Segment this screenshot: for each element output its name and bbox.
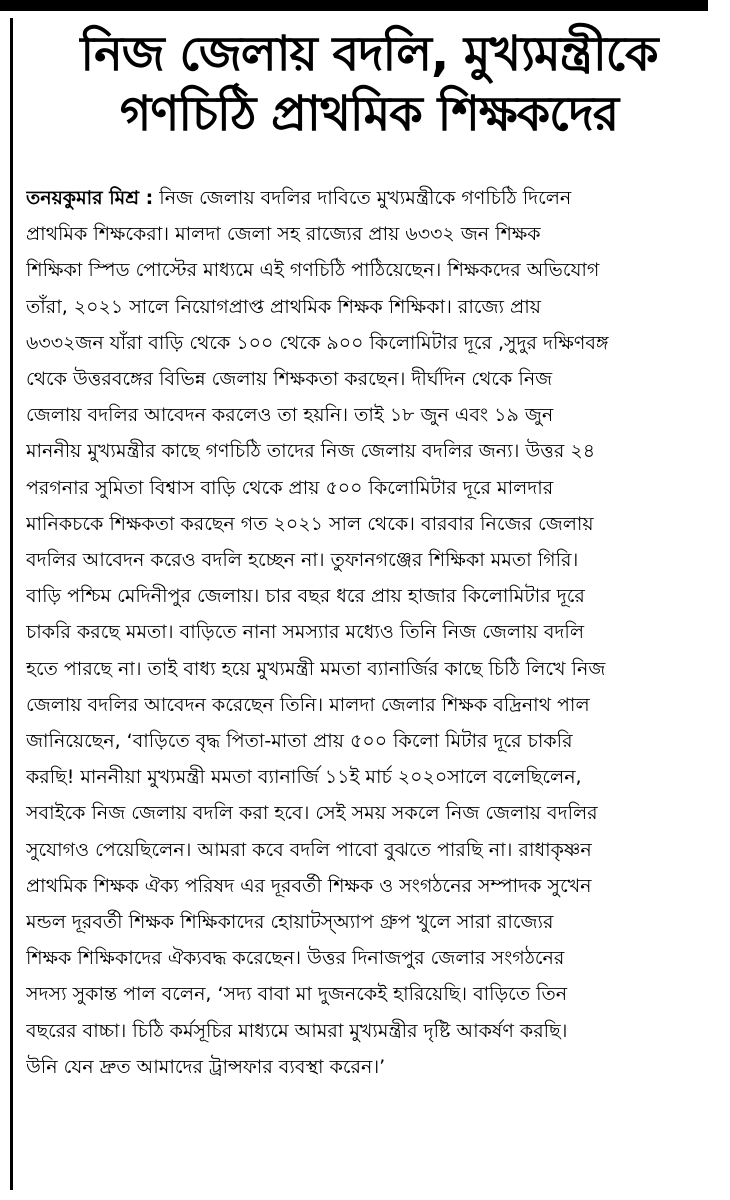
article-line: থেকে উত্তরবঙ্গের বিভিন্ন জেলায় শিক্ষকতা করছেন। দীর্ঘদিন থেকে নিজ bbox=[26, 368, 553, 391]
article-line bbox=[26, 180, 718, 216]
headline-line-1: নিজ জেলায় বদলি, মুখ্যমন্ত্রীকে bbox=[80, 26, 658, 82]
article-line: বদলির আবেদন করেও বদলি হচ্ছেন না। তুফানগঞ্জের শিক্ষিকা মমতা গিরি। bbox=[26, 549, 579, 572]
byline: তনয়কুমার মিশ্র : bbox=[26, 187, 154, 209]
article-line: হতে পারছে না। তাই বাধ্য হয়ে মুখ্যমন্ত্রী মমতা ব্যানার্জির কাছে চিঠি লিখে নিজ bbox=[26, 657, 606, 680]
article-line: শিক্ষিকা স্পিড পোস্টের মাধ্যমে এই গণচিঠি পাঠিয়েছেন। শিক্ষকদের অভিযোগ bbox=[26, 259, 600, 282]
article-line: চাকরি করছে মমতা। বাড়িতে নানা সমস্যার মধ্যেও তিনি নিজ জেলায় বদলি bbox=[26, 621, 584, 644]
article-line: বছরের বাচ্চা। চিঠি কর্মসূচির মাধ্যমে আমরা মুখ্যমন্ত্রীর দৃষ্টি আকর্ষণ করছি। bbox=[26, 1019, 568, 1042]
article-line: বাড়ি পশ্চিম মেদিনীপুর জেলায়। চার বছর ধরে প্রায় হাজার কিলোমিটার দূরে bbox=[26, 585, 585, 608]
article-line: সুযোগও পেয়েছিলেন। আমরা কবে বদলি পাবো বুঝতে পারছি না। রাধাকৃষ্ণন bbox=[26, 838, 592, 861]
article-line-text: নিজ জেলায় বদলির দাবিতে মুখ্যমন্ত্রীকে গণচিঠি দিলেন bbox=[153, 187, 572, 209]
article-line: পরগনার সুমিতা বিশ্বাস বাড়ি থেকে প্রায় ৫০০ কিলোমিটার দূরে মালদার bbox=[26, 476, 554, 499]
article-line: তাঁরা, ২০২১ সালে নিয়োগপ্রাপ্ত প্রাথমিক শিক্ষক শিক্ষিকা। রাজ্যে প্রায় bbox=[26, 295, 541, 318]
article-line: প্রাথমিক শিক্ষকেরা। মালদা জেলা সহ রাজ্যের প্রায় ৬৩৩২ জন শিক্ষক bbox=[26, 223, 541, 246]
article-line: উনি যেন দ্রুত আমাদের ট্রান্সফার ব্যবস্থা করেন।’ bbox=[26, 1055, 386, 1078]
article-line: করছি! মাননীয়া মুখ্যমন্ত্রী মমতা ব্যানার্জি ১১ই মার্চ ২০২০সালে বলেছিলেন, bbox=[26, 766, 582, 789]
article-line: জেলায় বদলির আবেদন করেছেন তিনি। মালদা জেলার শিক্ষক বদ্রিনাথ পাল bbox=[26, 693, 590, 716]
article-line: জেলায় বদলির আবেদন করলেও তা হয়নি। তাই ১৮ জুন এবং ১৯ জুন bbox=[26, 404, 554, 427]
article-line: শিক্ষক শিক্ষিকাদের ঐক্যবদ্ধ করেছেন। উত্তর দিনাজপুর জেলার সংগঠনের bbox=[26, 947, 565, 970]
article-body bbox=[26, 180, 718, 1085]
article-line: মন্ডল দূরবর্তী শিক্ষক শিক্ষিকাদের হোয়াটস্অ্যাপ গ্রুপ খুলে সারা রাজ্যের bbox=[26, 911, 554, 934]
article-line: জানিয়েছেন, ‘বাড়িতে বৃদ্ধ পিতা-মাতা প্রায় ৫০০ কিলো মিটার দূরে চাকরি bbox=[26, 730, 573, 753]
article-line: ৬৩৩২জন যাঁরা বাড়ি থেকে ১০০ থেকে ৯০০ কিলোমিটার দূরে ,সুদুর দক্ষিণবঙ্গ bbox=[26, 331, 609, 354]
headline bbox=[14, 24, 724, 144]
top-border-rule bbox=[0, 0, 708, 11]
article-line: প্রাথমিক শিক্ষক ঐক্য পরিষদ এর দূরবর্তী শিক্ষক ও সংগঠনের সম্পাদক সুখেন bbox=[26, 874, 592, 897]
article-line: মাননীয় মুখ্যমন্ত্রীর কাছে গণচিঠি তাদের নিজ জেলায় বদলির জন্য। উত্তর ২৪ bbox=[26, 440, 596, 463]
article-line: সবাইকে নিজ জেলায় বদলি করা হবে। সেই সময় সকলে নিজ জেলায় বদলির bbox=[26, 802, 598, 825]
article-line: সদস্য সুকান্ত পাল বলেন, ‘সদ্য বাবা মা দুজনকেই হারিয়েছি। বাড়িতে তিন bbox=[26, 983, 568, 1006]
headline-line-2: গণচিঠি প্রাথমিক শিক্ষকদের bbox=[119, 86, 619, 142]
article-line: মানিকচকে শিক্ষকতা করছেন গত ২০২১ সাল থেকে। বারবার নিজের জেলায় bbox=[26, 512, 594, 535]
left-border-rule bbox=[10, 18, 13, 1190]
